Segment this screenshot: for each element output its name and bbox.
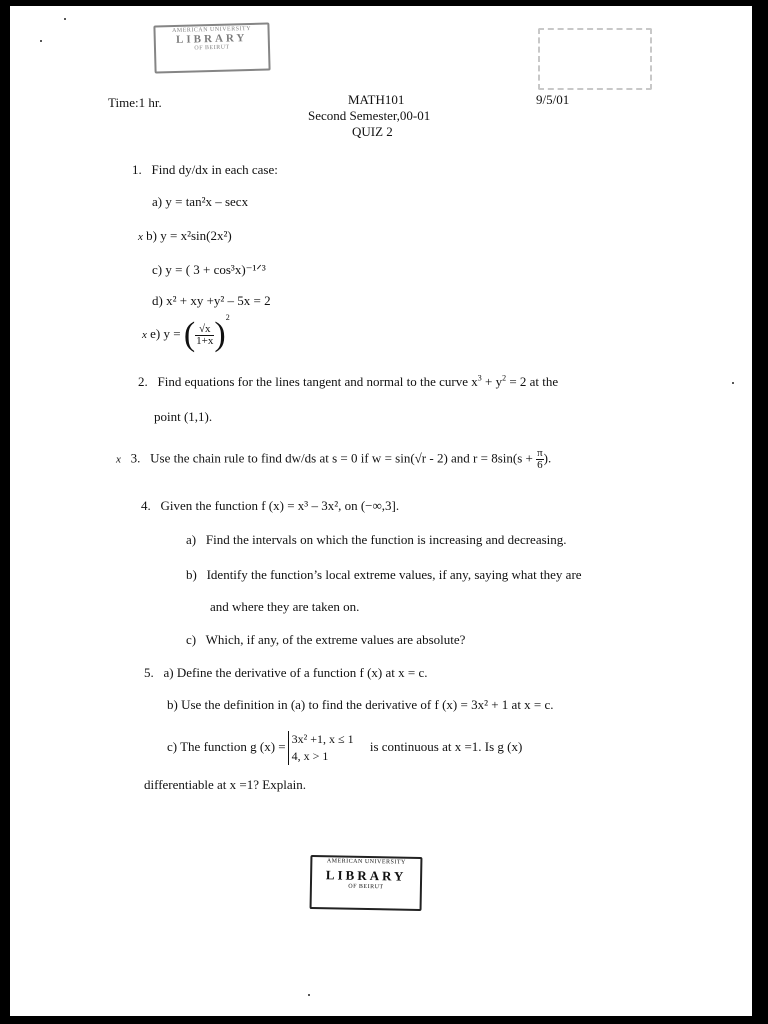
faded-stamp-top-right xyxy=(538,28,652,90)
q1e xyxy=(142,313,230,354)
stamp-top-line3: OF BEIRUT xyxy=(194,44,230,52)
q4b xyxy=(186,567,582,583)
library-stamp-top xyxy=(153,22,270,73)
q1a xyxy=(152,194,248,210)
speck xyxy=(64,18,66,20)
q1-number: 1. xyxy=(132,162,142,177)
q4b-label: b) xyxy=(186,567,197,582)
q4 xyxy=(141,498,399,514)
q1e-numerator: √x xyxy=(195,324,214,336)
q3-number: 3. xyxy=(130,450,141,466)
stamp-bottom-line2: LIBRARY xyxy=(325,867,407,884)
q5a xyxy=(144,665,427,681)
q5c-case1: 3x² +1, x ≤ 1 xyxy=(291,732,354,746)
q1a-expr: y = tan²x – secx xyxy=(165,194,249,209)
q2-text-b: + y xyxy=(481,374,503,389)
q5c-piecewise xyxy=(288,731,354,765)
q1e-denominator: 1+x xyxy=(196,334,214,347)
q4a-label: a) xyxy=(186,532,197,547)
q4c-label: c) xyxy=(186,632,197,647)
q2-number: 2. xyxy=(138,374,148,389)
q1d-expr: x² + xy +y² – 5x = 2 xyxy=(166,293,271,308)
q1e-fraction xyxy=(195,324,214,347)
quiz-title: QUIZ 2 xyxy=(352,124,393,139)
q1d-label: d) xyxy=(152,293,163,308)
q1c-label: c) xyxy=(152,262,163,277)
q4b-text1: Identify the function’s local extreme values, if any, saying what they are xyxy=(206,567,582,582)
q2-line2: point (1,1). xyxy=(154,409,213,424)
q1b-label: b) xyxy=(146,228,157,243)
quiz-page xyxy=(10,6,752,1016)
semester-label: Second Semester,00-01 xyxy=(308,108,431,123)
stamp-bottom-line3: OF BEIRUT xyxy=(348,883,384,891)
q5c-line2: differentiable at x =1? Explain. xyxy=(144,777,306,792)
q1e-paren-close: ) xyxy=(214,316,226,354)
speck xyxy=(40,40,42,42)
q4b-text2: and where they are taken on. xyxy=(210,599,360,614)
q3-frac-den: 6 xyxy=(537,459,543,471)
q4c xyxy=(186,632,465,648)
q1-prompt: Find dy/dx in each case: xyxy=(151,162,278,177)
q3-frac-num: π xyxy=(537,447,543,459)
speck xyxy=(308,994,310,996)
q5c-rhs: is continuous at x =1. Is g (x) xyxy=(369,738,523,754)
speck xyxy=(732,382,734,384)
q1a-label: a) xyxy=(152,194,163,209)
q3-text-a: Use the chain rule to find dw/ds at s = 0 if w = sin(√r - 2) and r = 8sin(s + xyxy=(150,450,533,466)
q2-text-c: = 2 at the xyxy=(506,374,559,389)
stamp-bottom-line1: AMERICAN UNIVERSITY xyxy=(326,858,406,866)
q1b-expr: y = x²sin(2x²) xyxy=(160,228,232,243)
q5c xyxy=(167,731,522,765)
q1d xyxy=(152,293,271,309)
q4a-text: Find the intervals on which the function is increasing and decreasing. xyxy=(205,532,567,547)
q1c xyxy=(152,262,266,278)
q1b xyxy=(138,228,232,244)
q5-number: 5. xyxy=(144,665,154,680)
q2-sup2: 2 xyxy=(502,373,507,383)
library-stamp-bottom xyxy=(310,855,423,911)
q5c-lhs: c) The function g (x) = xyxy=(167,738,286,754)
q1e-mark: x xyxy=(142,329,147,341)
q1b-mark: x xyxy=(138,231,143,243)
q1c-expr: y = ( 3 + cos³x)⁻¹ᐟ³ xyxy=(165,262,266,277)
q1e-paren-open: ( xyxy=(183,316,196,354)
q4-prompt: Given the function f (x) = x³ – 3x², on (−∞,3]. xyxy=(160,498,400,513)
q1-text xyxy=(132,162,278,178)
q2-text-a: Find equations for the lines tangent and normal to the curve x xyxy=(157,374,478,389)
q5a-text: a) Define the derivative of a function f (x) at x = c. xyxy=(163,665,428,680)
q2-sup1: 3 xyxy=(477,373,482,383)
stamp-top-line1: AMERICAN UNIVERSITY xyxy=(171,25,252,35)
q4a xyxy=(186,532,567,548)
q1e-exponent: 2 xyxy=(225,313,230,322)
time-label: Time:1 hr. xyxy=(108,95,162,110)
q3 xyxy=(116,448,551,471)
q3-mark: x xyxy=(116,453,121,466)
stamp-top-line2: LIBRARY xyxy=(175,32,248,46)
q2-line1 xyxy=(138,374,558,390)
q1e-label: e) xyxy=(150,326,161,341)
course-title: MATH101 xyxy=(348,92,405,107)
date-label: 9/5/01 xyxy=(536,92,570,107)
q5b-text: b) Use the definition in (a) to find the derivative of f (x) = 3x² + 1 at x = c. xyxy=(167,697,554,712)
q4-number: 4. xyxy=(141,498,151,513)
q3-fraction xyxy=(536,448,544,471)
q3-text-b: ). xyxy=(543,450,552,466)
q5c-case2: 4, x > 1 xyxy=(291,749,329,763)
q1e-lhs: y = xyxy=(163,326,181,341)
q4c-text: Which, if any, of the extreme values are absolute? xyxy=(205,632,466,647)
